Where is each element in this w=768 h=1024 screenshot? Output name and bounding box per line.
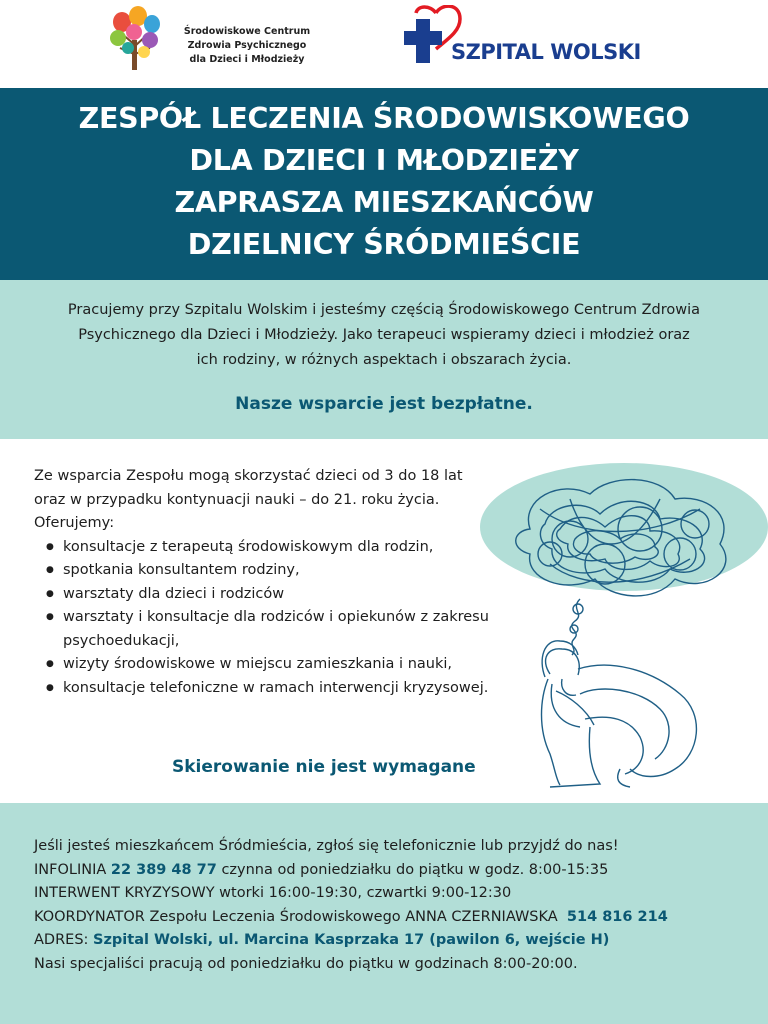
intro-paragraph bbox=[28, 298, 740, 373]
coordinator-phone-link[interactable]: 514 816 214 bbox=[566, 908, 668, 925]
title-line: DLA DZIECI I MŁODZIEŻY bbox=[189, 144, 579, 177]
intro-line: ich rodziny, w różnych aspektach i obszarach życia. bbox=[196, 352, 572, 368]
hospital-logo-text: SZPITAL WOLSKI bbox=[451, 40, 641, 64]
contact-section bbox=[0, 803, 768, 1024]
address-value: Szpital Wolski, ul. Marcina Kasprzaka 17 (pawilon 6, wejście H) bbox=[93, 932, 610, 948]
infolinia-hours: czynna od poniedziałku do piątku w godz. 8:00-15:35 bbox=[221, 861, 609, 878]
crisis-line: INTERWENT KRYZYSOWY wtorki 16:00-19:30, czwartki 9:00-12:30 bbox=[34, 885, 512, 901]
list-item: ● konsultacje z terapeutą środowiskowym dla rodzin, bbox=[34, 536, 554, 560]
offer-text bbox=[34, 465, 554, 700]
intro-section bbox=[0, 280, 768, 439]
list-item: ● spotkania konsultantem rodziny, bbox=[34, 559, 554, 583]
offer-intro-line: Oferujemy: bbox=[34, 515, 115, 531]
infolinia-phone-link[interactable]: 22 389 48 77 bbox=[110, 861, 217, 878]
working-hours: Nasi specjaliści pracują od poniedziałku do piątku w godzinach 8:00-20:00. bbox=[34, 955, 578, 972]
contact-text bbox=[34, 835, 754, 976]
coordinator-line bbox=[34, 906, 754, 930]
contact-intro: Jeśli jesteś mieszkańcem Śródmieścia, zgłoś się telefonicznie lub przyjdź do nas! bbox=[34, 838, 619, 854]
free-support-note: Nasze wsparcie jest bezpłatne. bbox=[235, 394, 533, 414]
center-logo-line: dla Dzieci i Młodzieży bbox=[189, 54, 305, 65]
list-item: ● konsultacje telefoniczne w ramach interwencji kryzysowej. bbox=[34, 677, 554, 701]
intro-line: Pracujemy przy Szpitalu Wolskim i jesteśmy częścią Środowiskowego Centrum Zdrowia bbox=[67, 302, 701, 318]
list-item: ● warsztaty dla dzieci i rodziców bbox=[34, 583, 554, 607]
offer-list bbox=[34, 536, 554, 701]
infolinia-line bbox=[34, 859, 754, 883]
title-line: DZIELNICY ŚRÓDMIEŚCIE bbox=[187, 228, 581, 261]
page-title bbox=[0, 98, 768, 266]
coordinator-label: KOORDYNATOR Zespołu Leczenia Środowiskowego ANNA CZERNIAWSKA bbox=[34, 908, 558, 925]
center-logo-text bbox=[172, 25, 322, 67]
address-label: ADRES: bbox=[34, 932, 89, 948]
offer-section bbox=[0, 439, 768, 803]
center-logo-line: Zdrowia Psychicznego bbox=[187, 40, 307, 51]
list-item: ● warsztaty i konsultacje dla rodziców i opiekunów z zakresu psychoedukacji, bbox=[34, 606, 534, 653]
infolinia-label: INFOLINIA bbox=[34, 861, 107, 878]
center-logo-line: Środowiskowe Centrum bbox=[183, 26, 311, 37]
title-line: ZESPÓŁ LECZENIA ŚRODOWISKOWEGO bbox=[78, 102, 690, 135]
header-logos bbox=[0, 0, 768, 88]
list-item: ● wizyty środowiskowe w miejscu zamieszkania i nauki, bbox=[34, 653, 554, 677]
hands-tree-logo-icon bbox=[108, 4, 162, 70]
address-line bbox=[34, 929, 754, 953]
title-band bbox=[0, 88, 768, 280]
no-referral-note: Skierowanie nie jest wymagane bbox=[172, 757, 476, 777]
offer-intro-line: Ze wsparcia Zespołu mogą skorzystać dzieci od 3 do 18 lat bbox=[34, 468, 463, 484]
intro-line: Psychicznego dla Dzieci i Młodzieży. Jako terapeuci wspieramy dzieci i młodzież oraz bbox=[78, 327, 690, 343]
offer-intro-line: oraz w przypadku kontynuacji nauki – do 21. roku życia. bbox=[34, 491, 440, 508]
title-line: ZAPRASZA MIESZKAŃCÓW bbox=[174, 186, 594, 219]
